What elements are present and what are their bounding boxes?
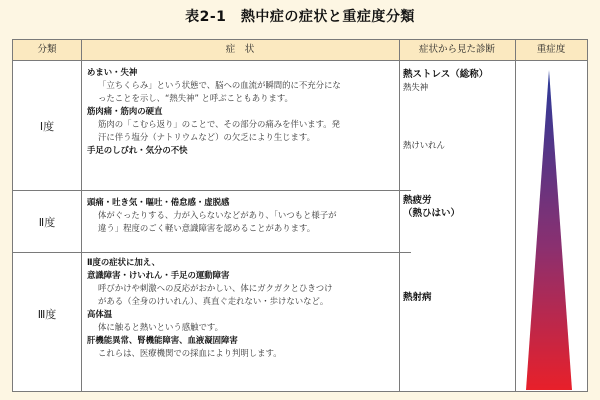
symptom-heading: 高体温 [87, 309, 113, 319]
diagnosis-heat-stress [403, 68, 513, 94]
grade-2-label: Ⅱ度 [38, 216, 56, 229]
diagnosis-heat-exhaustion [403, 194, 513, 220]
symptom-heading: 意識障害・けいれん・手足の運動障害 [87, 270, 230, 280]
table-title: 表2-1 熱中症の症状と重症度分類 [185, 9, 415, 25]
grade-2-symptoms [87, 196, 405, 235]
severity-gradient-triangle [522, 70, 576, 390]
divider-row-2 [13, 252, 411, 253]
header-category: 分類 [37, 44, 57, 55]
symptom-detail: がある（全身のけいれん）、真直ぐ走れない・歩けないなど。 [98, 296, 329, 306]
divider-col-3 [515, 40, 516, 391]
header-severity: 重症度 [536, 44, 566, 55]
diagnosis-term: 熱射病 [403, 292, 432, 303]
header-symptom: 症 状 [225, 44, 255, 55]
grade-3-symptoms [87, 256, 405, 360]
table-header [13, 40, 587, 61]
header-diagnosis: 症状から見た診断 [418, 44, 495, 55]
severity-triangle-shape [526, 70, 572, 390]
symptom-heading: Ⅱ度の症状に加え、 [87, 257, 161, 267]
symptom-detail: 筋肉の「こむら返り」のことで、その部分の痛みを伴います。発 [98, 119, 341, 129]
symptom-detail: 違う」程度のごく軽い意識障害を認めることがあります。 [98, 223, 316, 233]
symptom-heading: 肝機能異常、腎機能障害、血液凝固障害 [87, 335, 238, 345]
symptom-detail: ったことを示し、“熱失神” と呼ぶこともあります。 [98, 93, 293, 103]
symptom-detail: 汗に伴う塩分（ナトリウムなど）の欠乏により生じます。 [98, 132, 315, 142]
diagnosis-term: 熱ストレス（総称） [403, 69, 489, 80]
symptom-heading: 筋肉痛・筋肉の硬直 [87, 106, 163, 116]
diagnosis-term: 熱疲労 [403, 195, 432, 206]
diagnosis-heat-cramps [403, 139, 513, 152]
symptom-heading: 手足のしびれ・気分の不快 [87, 145, 188, 155]
divider-row-1 [13, 190, 411, 191]
symptom-detail: 呼びかけや刺激への反応がおかしい、体にガクガクとひきつけ [98, 283, 333, 293]
symptom-detail: これらは、医療機関での採血により判明します。 [98, 348, 282, 358]
severity-table [12, 39, 588, 392]
symptom-heading: めまい・失神 [87, 67, 138, 77]
diagnosis-heat-stroke [403, 291, 513, 304]
symptom-detail: 体がぐったりする、力が入らないなどがあり、「いつもと様子が [98, 210, 337, 220]
symptom-detail: 体に触ると熱いという感触です。 [98, 322, 223, 332]
divider-col-1 [81, 40, 82, 391]
grade-3-label: Ⅲ度 [37, 308, 57, 321]
diagnosis-term: 熱けいれん [403, 140, 445, 150]
symptom-heading: 頭痛・吐き気・嘔吐・倦怠感・虚脱感 [87, 197, 230, 207]
grade-1-label: Ⅰ度 [39, 120, 55, 133]
diagnosis-term: （熱ひはい） [403, 208, 461, 219]
symptom-detail: 「立ちくらみ」という状態で、脳への血流が瞬間的に不充分にな [98, 80, 341, 90]
grade-1-symptoms [87, 66, 405, 157]
diagnosis-term: 熱失神 [403, 82, 429, 92]
